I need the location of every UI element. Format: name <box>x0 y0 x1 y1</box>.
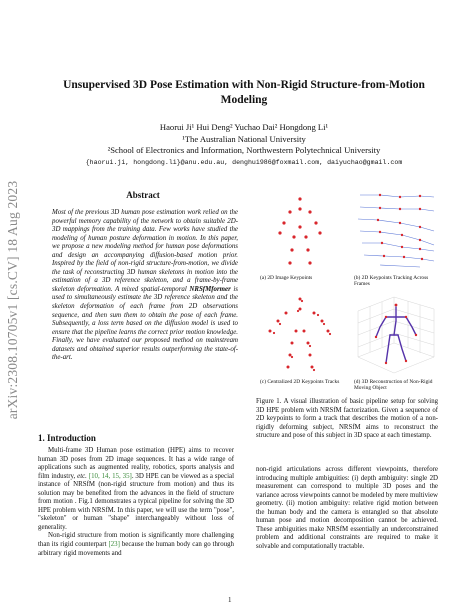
intro-heading: 1. Introduction <box>38 433 96 443</box>
citation-link[interactable]: [10, 14, 15, 35] <box>88 472 132 480</box>
intro-paragraph-1: Multi-frame 3D Human pose estimation (HPE) aims to recover human 3D poses from 2D image sequences. It has a wide range of applications such as augmented reality, robotics, sports analysis and film industry, etc. [10, 14, 15, 35]. 3D HPE can be viewed as a special instance of NRSfM (non-rigid structure from motion) and thus its solution may be benefited from the advances in the field of structure from motion . Fig.1 demonstrates a typical pipeline for solving the 3D HPE problem with NRSfM. In this paper, we will use the term "pose", "skeleton" or human "shape" interchangeably without loss of generality. <box>38 447 234 531</box>
figure-1 <box>256 185 438 390</box>
author-names: Haorui Ji¹ Hui Deng² Yuchao Dai² Hongdong Li¹ <box>159 122 329 132</box>
intro-paragraph-2: Non-rigid structure from motion is significantly more challenging than its rigid counterpart [23] because the human body can go through arbitrary rigid movements and <box>38 532 234 557</box>
page-number: 1 <box>228 596 232 604</box>
panel-c-caption: (c) Centralized 2D Keypoints Tracks <box>260 379 340 385</box>
panel-d-3d-reconstruction <box>350 291 438 379</box>
arxiv-identifier: arXiv:2308.10705v1 [cs.CV] 18 Aug 2023 <box>5 180 20 420</box>
abstract-heading: Abstract <box>126 190 160 200</box>
panel-d-caption: (d) 3D Reconstruction of Non-Rigid Moving Object <box>354 379 433 392</box>
panel-a-keypoints-image <box>256 185 344 273</box>
author-emails: {haorui.ji, hongdong.li}@anu.edu.au, denghui986@foxmail.com, daiyuchao@gmail.com <box>85 158 403 166</box>
affiliation-1: ¹The Australian National University <box>182 133 306 144</box>
panel-b-keypoint-tracks <box>350 185 438 273</box>
intro-body <box>38 447 234 558</box>
nrsfmformer-term: NRSfMformer <box>189 285 231 293</box>
citation-link[interactable]: [23] <box>108 541 120 549</box>
panel-c-centralized-tracks <box>256 291 344 379</box>
affiliation-2: ²School of Electronics and Information, Northwestern Polytechnical University <box>107 145 381 155</box>
figure-1-caption: Figure 1. A visual illustration of basic pipeline setup for solving 3D HPE problem with NRSfM factorization. Given a sequence of 2D keypoints to form a track that describes the motion of a non-rigidly deforming subject, NRSfM aims to reconstruct the structure and pose of this subject in 3D space at each timestamp. <box>256 398 438 439</box>
right-column-body: non-rigid articulations across different viewpoints, therefore introducing multiple ambiguities: (i) depth ambiguity: single 2D measurement can correspond to multiple 3D poses and the variance across viewpoints cannot be modeled by mere multiview geometry. (ii) motion ambiguity: relative rigid motion between the human body and the camera is entangled so that absolute human pose and motion decomposition cannot be achieved. These ambiguities make NRSfM essentially an underconstrained problem and additional constraints are required to make it solvable and computationally tractable. <box>256 466 438 550</box>
panel-a-caption: (a) 2D Image Keypoints <box>260 275 313 281</box>
paper-title: Unsupervised 3D Pose Estimation with Non-Rigid Structure-from-Motion Modeling <box>63 79 425 106</box>
panel-b-caption: (b) 2D Keypoints Tracking Across Frames <box>354 275 429 288</box>
author-block <box>40 122 448 168</box>
abstract-body: Most of the previous 3D human pose estimation work relied on the powerful memory capability of the network to obtain suitable 2D-3D mappings from the training data. Few works have studied the modeling of human posture deformation in motion. In this paper, we propose a new modeling method for human pose deformations and design an accompanying diffusion-based motion prior. Inspired by the field of non-rigid structure-from-motion, we divide the task of reconstructing 3D human skeletons in motion into the estimation of a 3D reference skeleton, and a frame-by-frame skeleton deformation. A mixed spatial-temporal NRSfMformer is used to simultaneously estimate the 3D reference skeleton and the skeleton deformation of each frame from 2D observations sequence, and then sum them to obtain the pose of each frame. Subsequently, a loss term based on the diffusion model is used to ensure that the pipeline learns the correct prior motion knowledge. Finally, we have evaluated our proposed method on mainstream datasets and obtained superior results outperforming the state-of-the-art. <box>52 209 238 362</box>
